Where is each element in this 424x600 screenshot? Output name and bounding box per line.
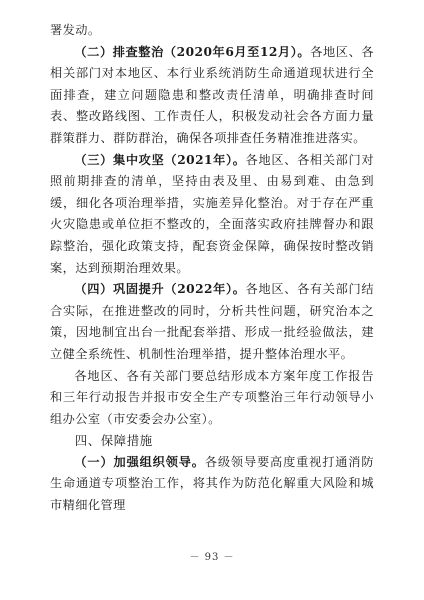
paragraph-investigation xyxy=(50,42,374,150)
paragraph-consolidation xyxy=(50,279,374,365)
paragraph-organization xyxy=(50,452,374,517)
paragraph-continuation xyxy=(50,20,374,42)
section-heading-safeguards xyxy=(50,430,374,452)
section-label: （三）集中攻坚（2021年）。 xyxy=(74,152,246,167)
paragraph-reporting xyxy=(50,366,374,431)
section-label: （四）巩固提升（2022年）。 xyxy=(74,282,246,297)
paragraph-text: 各级领导要高度重视打通消防生命通道专项整治工作，将其作为防范化解重大风险和城市精细化管理 xyxy=(50,454,374,513)
paragraph-text: 各地区、各相关部门对本地区、本行业系统消防生命通道现状进行全面排查，建立问题隐患和整改责任清单，明确排查时间表、整改路线图、工作责任人，积极发动社会各方面力量群策群力、群防群治，确保各项排查任务精准推进落实。 xyxy=(50,44,374,145)
paragraph-text: 署发动。 xyxy=(50,23,101,37)
section-label: （一）加强组织领导。 xyxy=(74,454,205,469)
page-number: － 93 － xyxy=(189,552,235,563)
paragraph-text: 各地区、各有关部门结合实际，在推进整改的同时，分析共性问题，研究治本之策，因地制宜出台一批配套举措、形成一批经验做法，建立健全系统性、机制性治理举措，提升整体治理水平。 xyxy=(50,282,374,361)
paragraph-concentrated-attack xyxy=(50,150,374,280)
section-label: （二）排查整治（2020年6月至12月）。 xyxy=(74,44,311,59)
document-page xyxy=(50,20,374,517)
paragraph-text: 各地区、各有关部门要总结形成本方案年度工作报告和三年行动报告并报市安全生产专项整治三年行动领导小组办公室（市安委会办公室）。 xyxy=(50,368,374,426)
heading-text: 四、保障措施 xyxy=(74,433,153,449)
paragraph-text: 各地区、各相关部门对照前期排查的清单，坚持由表及里、由易到难、由急到缓，细化各项治理举措，实施差异化整治。对于存在严重火灾隐患或单位拒不整改的，全面落实政府挂牌督办和跟踪整治，强化政策支持，配套资金保障，确保按时整改销案，达到预期治理效果。 xyxy=(50,152,374,275)
